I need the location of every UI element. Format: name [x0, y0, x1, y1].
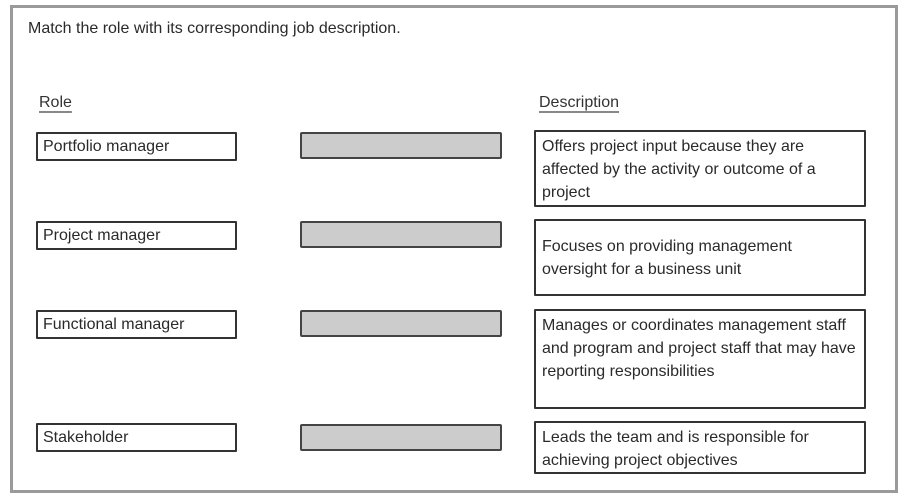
- role-column-header: Role: [39, 94, 72, 111]
- description-item-3: Manages or coordinates management staff and program and project staff that may have reporting responsibilities: [534, 309, 866, 409]
- role-item-stakeholder[interactable]: Stakeholder: [36, 423, 237, 452]
- description-item-1: Offers project input because they are affected by the activity or outcome of a project: [534, 130, 866, 207]
- role-item-portfolio-manager[interactable]: Portfolio manager: [36, 132, 237, 161]
- role-item-project-manager[interactable]: Project manager: [36, 221, 237, 250]
- role-item-functional-manager[interactable]: Functional manager: [36, 310, 237, 339]
- description-item-2: Focuses on providing management oversight for a business unit: [534, 219, 866, 296]
- drop-slot-3[interactable]: [300, 310, 502, 337]
- drop-slot-2[interactable]: [300, 221, 502, 248]
- drop-slot-1[interactable]: [300, 132, 502, 159]
- question-prompt: Match the role with its corresponding job description.: [28, 20, 401, 37]
- drop-slot-4[interactable]: [300, 424, 502, 451]
- description-item-4: Leads the team and is responsible for achieving project objectives: [534, 421, 866, 474]
- description-column-header: Description: [539, 94, 620, 111]
